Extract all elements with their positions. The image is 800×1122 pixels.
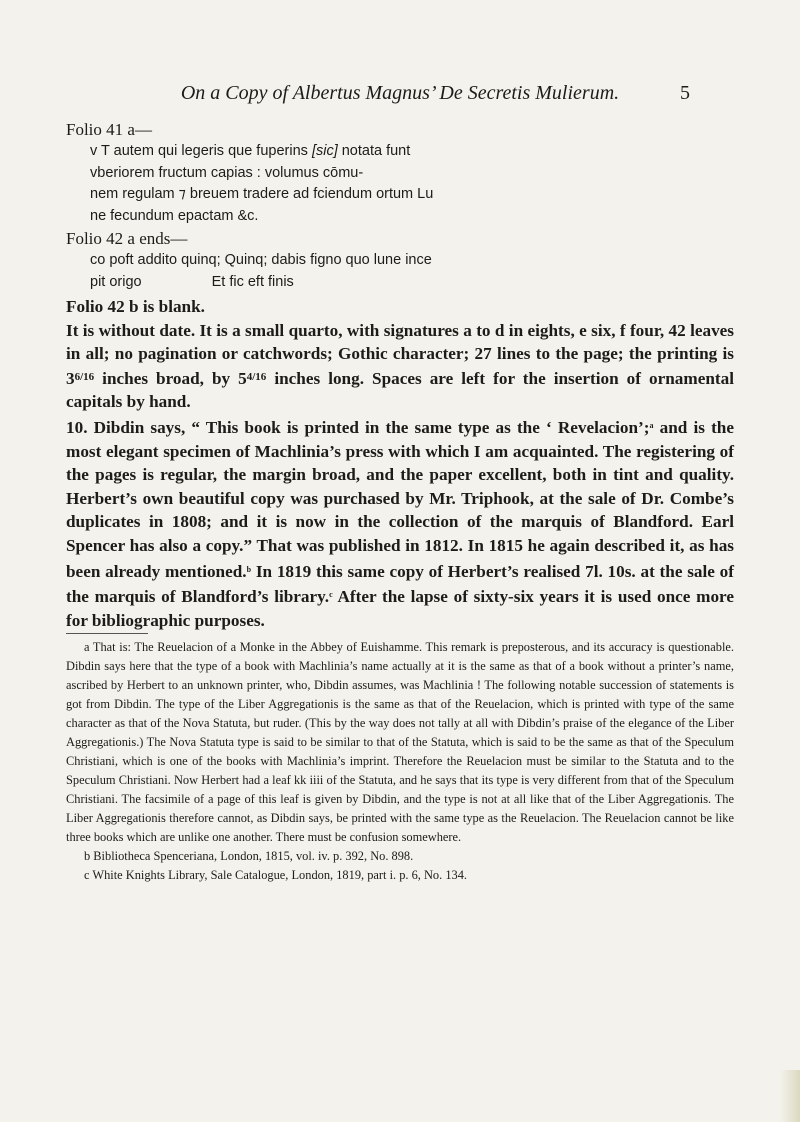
- folio41-quote: [90, 141, 734, 227]
- folio42-label: Folio 42 a ends—: [66, 229, 188, 248]
- running-head: [0, 82, 800, 110]
- fraction: 4/16: [246, 370, 267, 383]
- quote-line: nem regulam ⁊ breuem tradere ad fciendum ortum Lu: [90, 186, 434, 202]
- footnote-rule: [66, 633, 148, 634]
- footnote-b: b Bibliotheca Spenceriana, London, 1815, vol. iv. p. 392, No. 898.: [84, 849, 414, 863]
- quote-line: ne fecundum epactam &c.: [90, 207, 259, 224]
- quote-line: [90, 272, 734, 294]
- quote-text: v T autem qui legeris que fuperins: [90, 143, 312, 159]
- page-number: 5: [680, 82, 690, 104]
- text-span: After the lapse of sixty-six years it is used once more for bibliographic purposes.: [66, 587, 735, 630]
- sic-mark: [sic]: [311, 143, 338, 159]
- quote-text: notata funt: [337, 143, 411, 159]
- main-text: [66, 118, 734, 632]
- folio42-quote: [90, 250, 734, 293]
- page-stain: [780, 1070, 800, 1122]
- footnote-ref: b: [246, 564, 252, 574]
- folio41-label: Folio 41 a—: [66, 120, 152, 139]
- text-span: inches long. Spaces are left for the insertion of ornamental capitals by hand.: [66, 368, 734, 412]
- quote-line: [90, 141, 734, 163]
- footnote-c: c White Knights Library, Sale Catalogue, London, 1819, part i. p. 6, No. 134.: [84, 868, 468, 882]
- text-span: In 1819 this same copy of Herbert’s realised 7l. 10s. at the sale of the marquis of Blandford’s library.: [66, 561, 734, 607]
- quote-line: vberiorem fructum capias : volumus cōmu-: [90, 164, 364, 181]
- paragraph-description: [66, 319, 734, 414]
- footnote-a: a That is: The Reuelacion of a Monke in the Abbey of Euishamme. This remark is preposterous, and its accuracy is questionable. Dibdin says here that the type of a book with Machlinia’s name actually at it is the same as that of a book without a printer’s name, ascribed by Herbert to an unknown printer, who, Dibdin assumes, was Machlinia ! The following notable succession of statements is got from Dibdin. The type of the Liber Aggregationis is the same as that of the Reuelacion, which is printed with type of the same character as that of the Nova Statuta, but ruder. (This by the way does not tally at all with Dibdin’s praise of the elegance of the Liber Aggregationis.) The Nova Statuta type is said to be similar to that of the Statuta, which is said to be the same as that of the Speculum Christiani, which is one of the books with Machlinia’s imprint. Therefore the Reuelacion must be similar to the Statuta and to the Speculum Christiani. Now Herbert had a leaf kk iiii of the Statuta, and he says that its type is very different from that of the Speculum Christiani. The facsimile of a page of this leaf is given by Dibdin, and the type is not at all like that of the Liber Aggregationis. The Liber Aggregationis therefore cannot, as Dibdin says, be printed with the same type as the Reuelacion. The Reuelacion cannot be like three books which are unlike one another. There must be confusion somewhere.: [66, 640, 734, 844]
- folio42-blank: Folio 42 b is blank.: [66, 297, 205, 316]
- footnote-ref: c: [329, 590, 333, 600]
- fraction: 6/16: [74, 370, 95, 383]
- text-span: It is without date. It is a small quarto, with signatures a to d in eights, e six, f four, 42 leaves in all; no pagination or catchwords; Gothic character; 27 lines to the page; the printing is 3: [66, 320, 734, 388]
- footnote-ref: a: [649, 420, 654, 430]
- text-span: inches broad, by 5: [94, 368, 247, 388]
- running-title: On a Copy of Albertus Magnus’ De Secretis Mulierum.: [180, 82, 620, 104]
- paragraph-dibdin: [66, 414, 734, 632]
- quote-line: co poft addito quinq; Quinq; dabis figno quo lune ince: [90, 252, 432, 268]
- body-text: [66, 295, 734, 632]
- text-span: and is the most elegant specimen of Machlinia’s press with which I am acquainted. The registering of the pages is regular, the margin broad, and the paper excellent, both in tint and quality. Herbert’s own beautiful copy was purchased by Mr. Triphook, at the sale of Dr. Combe’s duplicates in 1808; and it is now in the collection of the marquis of Blandford. Earl Spencer has also a copy.” That was published in 1812. In 1815 he again described it, as has been already mentioned.: [66, 417, 734, 581]
- quote-text: pit origo: [90, 273, 142, 290]
- footnotes: [66, 638, 734, 885]
- text-span: 10. Dibdin says, “ This book is printed in the same type as the ‘ Revelacion’;: [66, 417, 650, 437]
- quote-text: Et fic eft finis: [211, 273, 294, 290]
